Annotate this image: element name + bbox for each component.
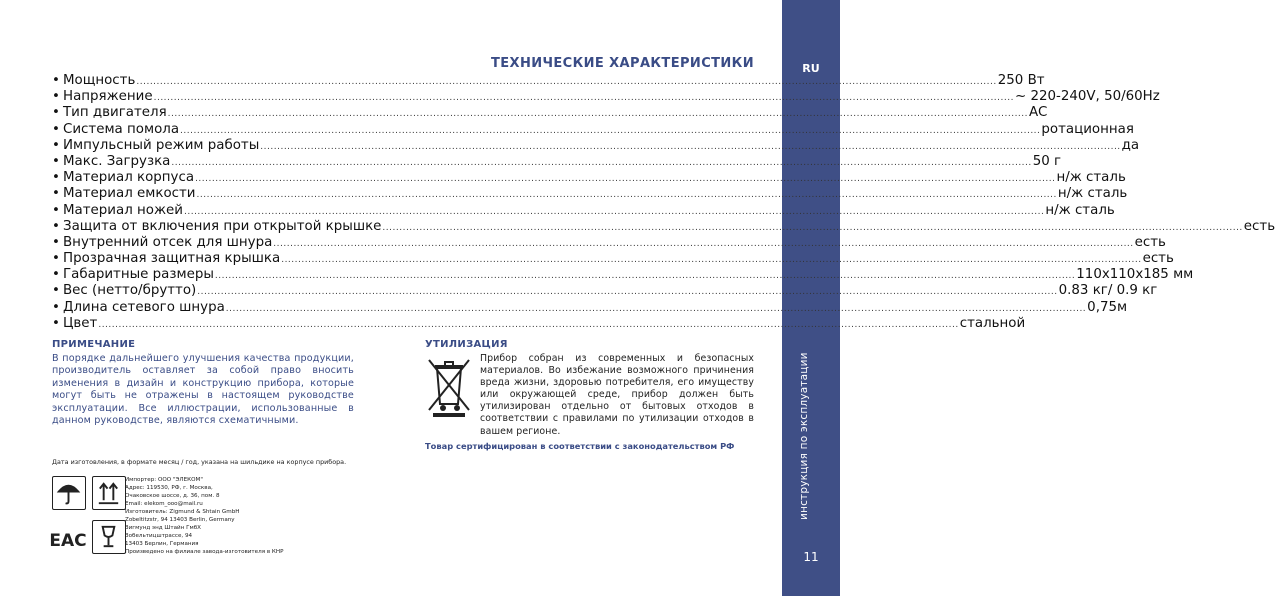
spec-value: 250 Вт (997, 73, 1045, 88)
dot-leader (197, 284, 1057, 300)
spec-row: • Вес (нетто/брутто) ..... 0.83 кг/ 0.9 кг (52, 283, 754, 299)
spec-name: Материал ножей (63, 202, 183, 218)
importer-line: Произведено на филиале завода-изготовителя в КНР (125, 549, 284, 555)
dot-leader (215, 268, 1075, 284)
spec-name: Прозрачная защитная крышка (63, 251, 281, 267)
spec-row: • Габаритные размеры ..... 110x110x185 мм (52, 267, 754, 283)
spec-value: н/ж сталь (1057, 186, 1128, 202)
page-title: ТЕХНИЧЕСКИЕ ХАРАКТЕРИСТИКИ (490, 56, 754, 71)
spec-value: н/ж сталь (1056, 170, 1126, 186)
importer-line: Импортер: ООО "ЭЛЕКОМ" (125, 477, 203, 483)
spec-row: • Мощность ..... 250 Вт (52, 73, 754, 89)
spec-row: • Цвет ..... стальной (52, 316, 754, 332)
spec-name: Внутренний отсек для шнура (63, 234, 273, 250)
certification-text: Товар сертифицирован в соответствии с законодательством РФ (425, 441, 735, 451)
spec-name: Мощность (63, 73, 136, 88)
spec-name: Длина сетевого шнура (63, 299, 225, 315)
dot-leader (195, 171, 1055, 187)
spec-name: Макс. Загрузка (63, 153, 171, 169)
spec-value: да (1121, 137, 1140, 153)
dot-leader (171, 155, 1031, 171)
importer-line: Очаковское шоссе, д. 36, пом. 8 (125, 493, 220, 499)
spec-row: • Защита от включения при открытой крышке ..... есть (52, 219, 754, 235)
spec-row: • Импульсный режим работы ..... да (52, 138, 754, 154)
dot-leader (226, 301, 1086, 317)
spec-name: Импульсный режим работы (63, 137, 260, 153)
importer-info (125, 476, 283, 556)
spec-value: 50 г (1032, 153, 1062, 169)
spec-value: ~ 220-240V, 50/60Hz (1014, 89, 1160, 105)
spec-row: • Внутренний отсек для шнура ..... есть (52, 235, 754, 251)
language-label: RU (802, 62, 820, 75)
spec-name: Габаритные размеры (63, 267, 214, 283)
dot-leader (382, 220, 1242, 236)
importer-line: Зобельтицштрассе, 94 (125, 533, 193, 539)
importer-line: Зигмунд энд Штайн ГмбХ (125, 525, 202, 531)
eac-mark (49, 520, 87, 552)
page-number: 11 (803, 550, 819, 564)
spec-name: Материал корпуса (63, 170, 195, 186)
spec-value: есть (1134, 234, 1166, 250)
dot-leader (98, 317, 958, 333)
fragile-glass-icon (92, 520, 126, 554)
importer-line: Адрес: 119530, РФ, г. Москва, (125, 485, 213, 491)
note-text: В порядке дальнейшего улучшения качества продукции, производитель оставляет за собой право вносить изменения в дизайн и конструкцию прибора, которые могут быть не отражены в настоящем руководстве эксплуатации. Все иллюстрации, использованные в данном руководстве, являются схематичными. (52, 353, 354, 427)
dot-leader (281, 252, 1141, 268)
spec-row: • Макс. Загрузка ..... 50 г (52, 154, 754, 170)
dot-leader (154, 90, 1014, 106)
spec-row: • Материал ножей ..... н/ж сталь (52, 203, 754, 219)
importer-line: Email: elekom_ooo@mail.ru (125, 501, 203, 507)
spec-row: • Система помола ..... ротационная (52, 122, 754, 138)
spec-value: есть (1243, 218, 1275, 234)
spec-value: н/ж сталь (1045, 202, 1115, 218)
spec-row: • Длина сетевого шнура ..... 0,75м (52, 300, 754, 316)
spec-row: • Напряжение ..... ~ 220-240V, 50/60Hz (52, 89, 754, 105)
importer-line: Изготовитель: Zigmund & Shtain GmbH (125, 509, 240, 515)
spec-name: Цвет (63, 315, 98, 331)
crossed-bin-icon (425, 354, 473, 418)
manufacture-date-note: Дата изготовления, в формате месяц / год, указана на шильдике на корпусе прибора. (52, 458, 347, 466)
spec-row: • Материал корпуса ..... н/ж сталь (52, 170, 754, 186)
spec-name: Материал емкости (63, 186, 196, 202)
spec-name: Напряжение (63, 89, 153, 105)
spec-name: Система помола (63, 121, 180, 137)
spec-name: Вес (нетто/брутто) (63, 283, 197, 299)
spec-name: Тип двигателя (63, 105, 167, 121)
importer-line: Zobeltitzstr, 94 13403 Berlin, Germany (125, 517, 235, 523)
spec-value: 0,75м (1087, 299, 1128, 315)
spec-value: ротационная (1041, 121, 1134, 137)
dot-leader (180, 123, 1040, 139)
umbrella-icon (52, 476, 86, 510)
spec-row: • Прозрачная защитная крышка ..... есть (52, 251, 754, 267)
dot-leader (168, 106, 1028, 122)
manual-vertical-title: инструкция по эксплуатации (798, 352, 810, 520)
note-heading: ПРИМЕЧАНИЕ (52, 339, 136, 350)
spec-value: 0.83 кг/ 0.9 кг (1058, 283, 1158, 299)
this-way-up-icon (92, 476, 126, 510)
dot-leader (184, 204, 1044, 220)
spec-row: • Тип двигателя ..... AC (52, 105, 754, 121)
utilization-heading: УТИЛИЗАЦИЯ (425, 339, 508, 350)
spec-value: 110x110x185 мм (1076, 267, 1194, 283)
dot-leader (197, 187, 1057, 203)
spec-value: AC (1029, 105, 1048, 121)
utilization-text: Прибор собран из современных и безопасных материалов. Во избежание возможного причинения вреда жизни, здоровью потребителя, его имуществу или окружающей среде, прибор должен быть утилизирован отдельно от бытовых отходов в соответствии с правилами по утилизации отходов в вашем регионе. (480, 353, 754, 437)
dot-leader (136, 74, 996, 90)
dot-leader (273, 236, 1133, 252)
spec-value: есть (1142, 251, 1174, 267)
spec-value: стальной (959, 315, 1026, 331)
spec-name: Защита от включения при открытой крышке (63, 218, 382, 234)
spec-list (52, 73, 1275, 332)
eac-text: EAC (49, 531, 87, 551)
importer-line: 13403 Берлин, Германия (125, 541, 199, 547)
spec-row: • Материал емкости ..... н/ж сталь (52, 186, 754, 202)
dot-leader (260, 139, 1120, 155)
